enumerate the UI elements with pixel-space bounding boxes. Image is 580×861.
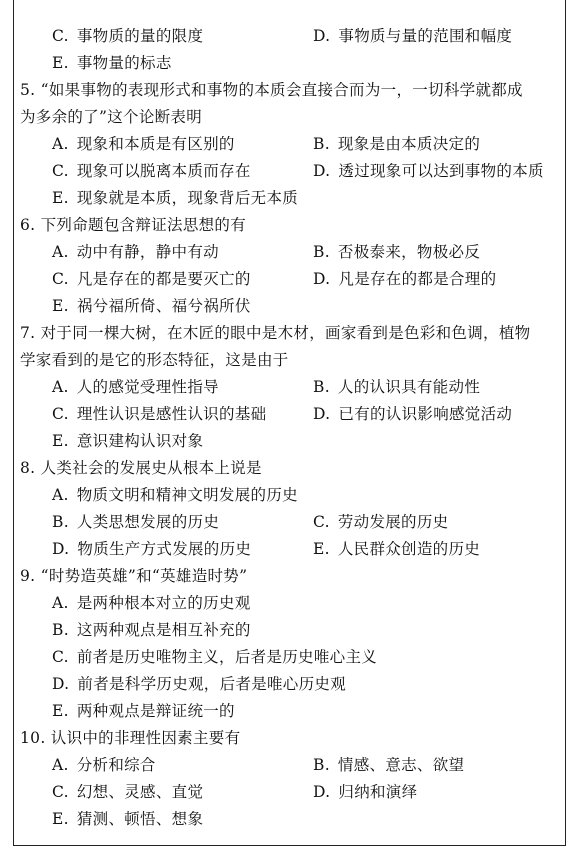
q5-option-c [52,158,251,185]
q8-option-d [52,536,251,563]
option-label: B. [52,513,69,531]
q5-option-b [313,131,480,158]
option-text: 现象就是本质，现象背后无本质 [76,189,299,207]
option-text: 凡是存在的都是要灭亡的 [76,270,251,288]
option-label: C. [52,405,69,423]
option-text: 前者是历史唯物主义，后者是历史唯心主义 [76,648,378,666]
option-text: 事物质与量的范围和幅度 [338,27,513,45]
q8-option-c [313,509,448,536]
option-text: 现象是由本质决定的 [337,135,481,153]
q6-option-b [313,239,480,266]
option-text: 前者是科学历史观，后者是唯心历史观 [77,675,347,693]
option-label: B. [313,243,330,261]
option-text: 事物质的量的限度 [76,27,204,45]
q10-option-d [313,779,417,806]
q9-stem: 9. “时势造英雄”和“英雄造时势” [20,567,248,585]
q6-option-a [52,239,219,266]
option-label: A. [52,594,69,612]
option-label: D. [313,27,331,45]
q8-option-a [52,482,298,509]
option-text: 现象可以脱离本质而存在 [76,162,251,180]
option-label: B. [313,135,330,153]
option-label: A. [52,756,69,774]
q4-option-d [313,23,512,50]
q6-option-c [52,266,251,293]
option-label: C. [52,648,69,666]
option-text: 凡是存在的都是合理的 [338,270,497,288]
option-text: 祸兮福所倚、福兮祸所伏 [76,297,251,315]
option-text: 已有的认识影响感觉活动 [338,405,513,423]
option-text: 劳动发展的历史 [337,513,449,531]
option-text: 意识建构认识对象 [76,432,204,450]
q10-option-e [52,806,203,833]
option-label: D. [52,540,70,558]
option-text: 物质生产方式发展的历史 [77,540,252,558]
q7-option-d [313,401,512,428]
option-label: C. [52,162,69,180]
option-label: B. [313,756,330,774]
q5-option-a [52,131,235,158]
option-label: B. [313,378,330,396]
option-label: B. [52,621,69,639]
q10-option-b [313,752,464,779]
option-label: A. [52,243,69,261]
option-text: 事物量的标志 [76,54,172,72]
q6-option-e [52,293,251,320]
option-label: A. [52,486,69,504]
q8-stem: 8. 人类社会的发展史从根本上说是 [20,459,262,477]
option-text: 猜测、顿悟、想象 [76,810,204,828]
option-text: 否极泰来，物极必反 [337,243,481,261]
option-text: 两种观点是辩证统一的 [76,702,235,720]
q5-stem-line1: 5. “如果事物的表现形式和事物的本质会直接合而为一，一切科学就都成 [20,81,523,99]
option-label: E. [52,810,69,828]
q9-option-c [52,644,377,671]
option-text: 幻想、灵感、直觉 [76,783,204,801]
option-label: D. [313,270,331,288]
q10-stem: 10. 认识中的非理性因素主要有 [20,729,241,747]
option-text: 是两种根本对立的历史观 [76,594,251,612]
q7-option-e [52,428,203,455]
option-label: A. [52,135,69,153]
q7-option-c [52,401,266,428]
option-label: C. [52,783,69,801]
q9-option-a [52,590,251,617]
q9-option-d [52,671,346,698]
option-text: 现象和本质是有区别的 [76,135,235,153]
option-label: E. [313,540,330,558]
option-label: D. [313,783,331,801]
option-text: 分析和综合 [76,756,156,774]
option-text: 归纳和演绎 [338,783,418,801]
option-text: 人的感觉受理性指导 [76,378,219,396]
option-text: 人类思想发展的历史 [76,513,220,531]
q5-option-e [52,185,298,212]
option-text: 动中有静，静中有动 [76,243,219,261]
q9-option-b [52,617,251,644]
q4-option-c [52,23,203,50]
option-label: E. [52,189,69,207]
q8-option-b [52,509,219,536]
q5-option-d [313,158,544,185]
q5-stem-line2: 为多余的了”这个论断表明 [20,108,203,126]
q8-option-e [313,536,480,563]
q10-option-c [52,779,203,806]
option-label: C. [52,27,69,45]
option-label: E. [52,432,69,450]
q9-option-e [52,698,235,725]
option-label: E. [52,297,69,315]
option-label: D. [52,675,70,693]
q7-stem-line2: 学家看到的是它的形态特征，这是由于 [20,351,289,369]
option-text: 物质文明和精神文明发展的历史 [76,486,298,504]
option-text: 透过现象可以达到事物的本质 [338,162,544,180]
option-label: C. [52,270,69,288]
option-label: E. [52,702,69,720]
q7-option-b [313,374,480,401]
q7-stem-line1: 7. 对于同一棵大树，在木匠的眼中是木材，画家看到是色彩和色调，植物 [20,324,531,342]
q6-stem: 6. 下列命题包含辩证法思想的有 [20,216,247,234]
option-text: 人的认识具有能动性 [337,378,481,396]
option-label: D. [313,405,331,423]
q6-option-d [313,266,496,293]
option-label: C. [313,513,330,531]
q4-option-e [52,50,172,77]
option-text: 情感、意志、欲望 [337,756,465,774]
q7-option-a [52,374,219,401]
q10-option-a [52,752,156,779]
option-label: E. [52,54,69,72]
option-text: 理性认识是感性认识的基础 [76,405,267,423]
option-label: D. [313,162,331,180]
option-text: 这两种观点是相互补充的 [76,621,251,639]
option-text: 人民群众创造的历史 [337,540,481,558]
option-label: A. [52,378,69,396]
